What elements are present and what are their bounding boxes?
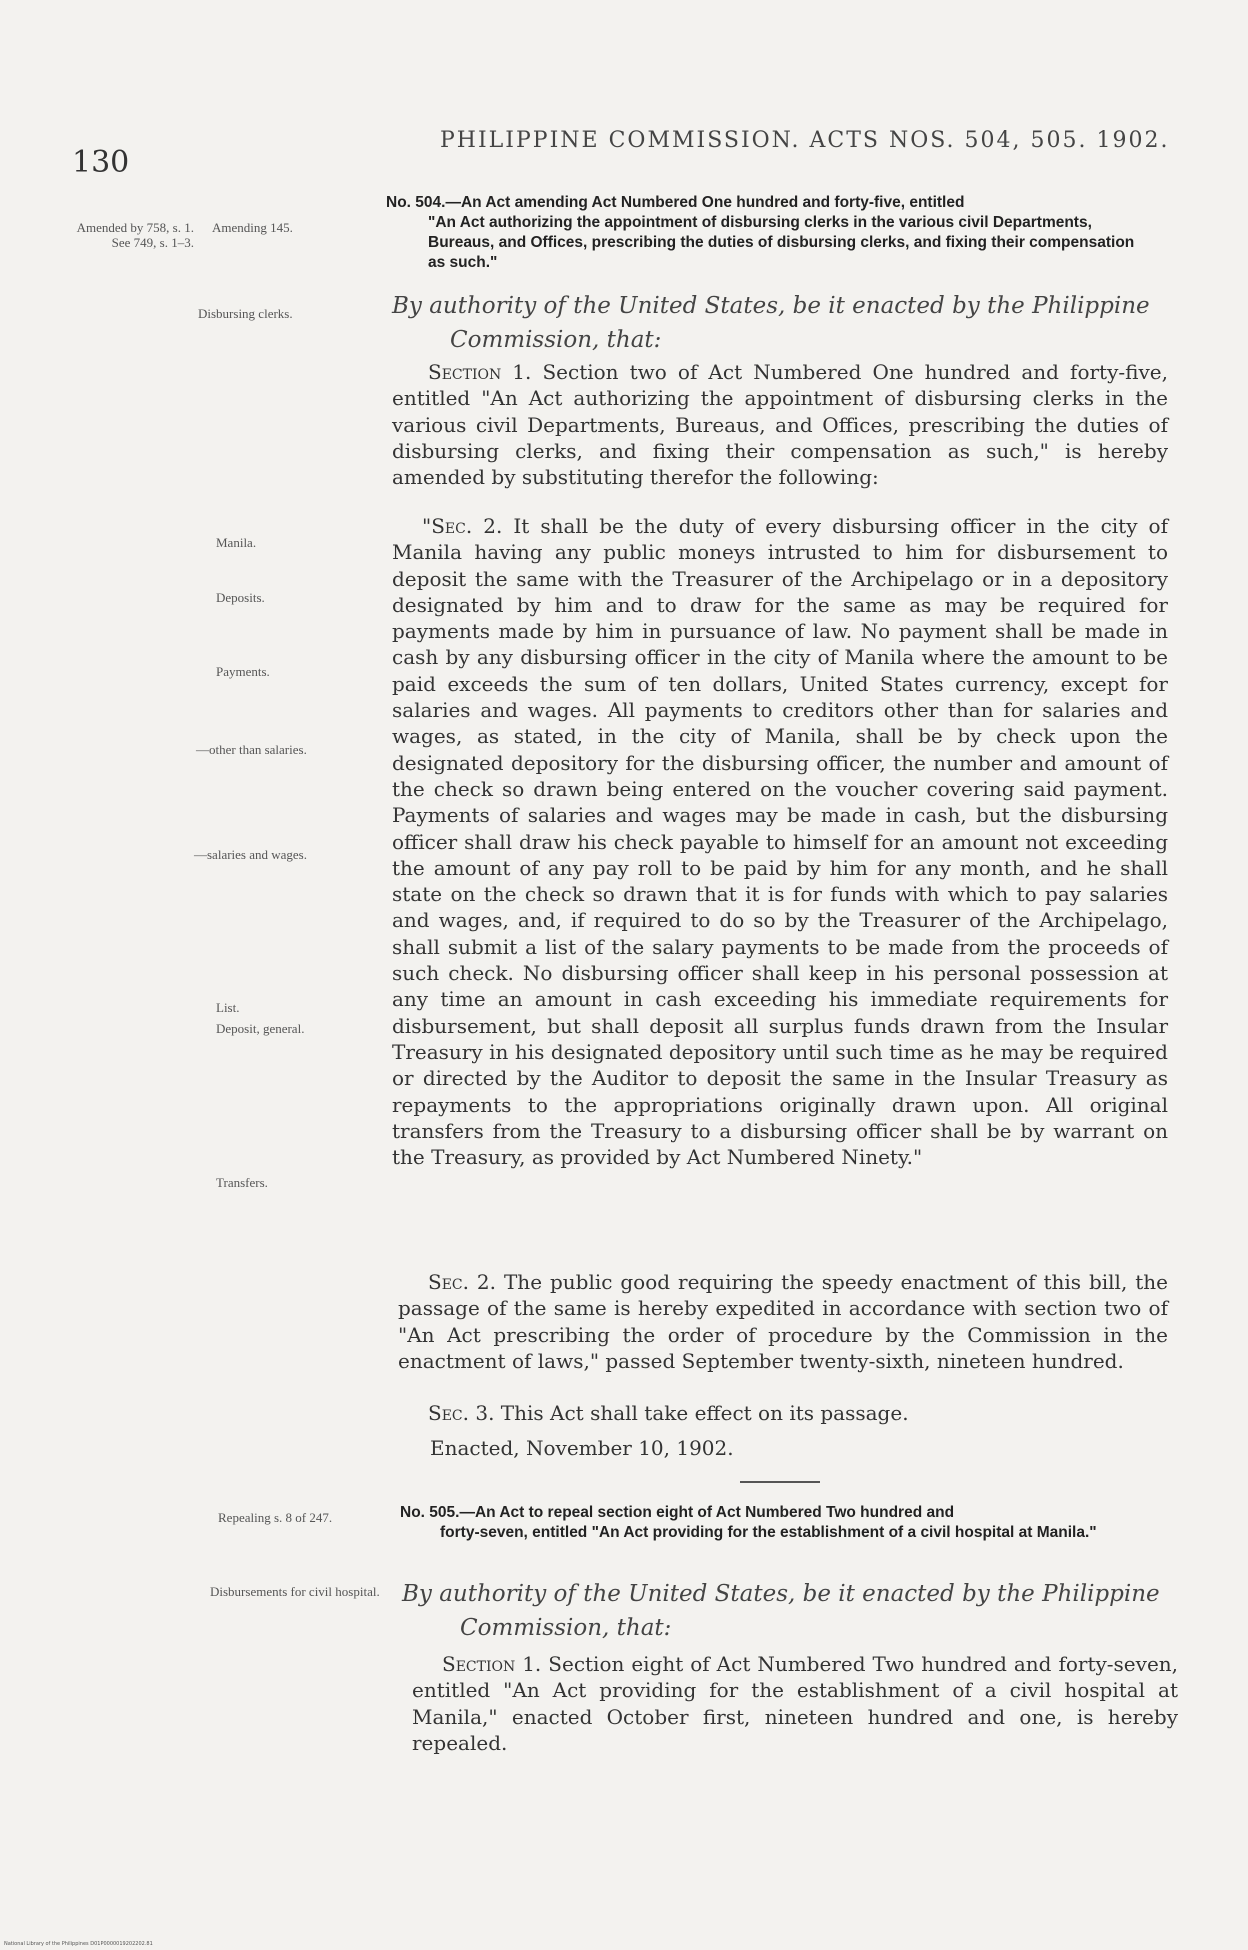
margin-note-manila: Manila. [216,535,257,550]
margin-note-transfers: Transfers. [216,1175,268,1190]
margin-note-list: List. [216,1000,240,1015]
amended-section-2-paragraph [392,513,1168,1170]
section-label: "Sec. 2. [422,514,503,538]
margin-note-deposit-general: Deposit, general. [216,1021,305,1036]
act-504-title: No. 504.—An Act amending Act Numbered One hundred and forty-five, entitled [386,194,965,211]
margin-note-deposits: Deposits. [216,590,265,605]
section-label: Sec. 2. [428,1270,497,1294]
section-text: Section two of Act Numbered One hundred and forty-five, entitled "An Act authorizing the appointment of disbursing clerks in the various civil Departments, Bureaus, and Offices, prescribing the duties of disbursing clerks, and fixing their compensation as such," is hereby amended by substituting therefor the following: [392,360,1168,490]
enacting-clause: By authority of the United States, be it enacted by the Philippine [392,293,1150,319]
section-3-paragraph [398,1400,1168,1426]
section-divider [740,1481,820,1483]
enacting-clause-continued: Commission, that: [460,1615,672,1641]
margin-note-disbursing-clerks: Disbursing clerks. [198,306,293,321]
section-label: Sec. 3. [428,1401,495,1425]
section-text: This Act shall take effect on its passage. [500,1401,909,1425]
enacting-clause-continued: Commission, that: [450,327,662,353]
act-505-title: No. 505.—An Act to repeal section eight of Act Numbered Two hundred and [400,1504,955,1521]
act-504-title-continued: "An Act authorizing the appointment of disbursing clerks in the various civil Departments, Bureaus, and Offices, prescribing the duties of disbursing clerks, and fixing their compensation as such." [428,214,1135,271]
margin-note-repealing: Repealing s. 8 of 247. [218,1510,333,1525]
margin-note-amended: Amended by 758, s. 1. See 749, s. 1–3. [76,220,194,250]
margin-note-disbursements-civil-hospital: Disbursements for civil hospital. [210,1584,380,1599]
act-505-title-continued: forty-seven, entitled "An Act providing for the establishment of a civil hospital at Manila." [440,1524,1097,1541]
enacted-date: Enacted, November 10, 1902. [430,1436,734,1460]
margin-note-payments: Payments. [216,664,270,679]
running-head: PHILIPPINE COMMISSION. ACTS NOS. 504, 505. 1902. [440,128,1170,153]
margin-note-other-than-salaries: —other than salaries. [196,742,307,757]
margin-note-salaries-and-wages: —salaries and wages. [194,847,307,862]
act-505-section-1-paragraph [412,1651,1178,1756]
section-label: Section 1. [428,360,532,384]
section-text: It shall be the duty of every disbursing officer in the city of Manila having any public moneys intrusted to him for disbursement to deposit the same with the Treasurer of the Archipelago or in a depository designated by him and to draw for the same as may be required for payments made by him in pursuance of law. No payment shall be made in cash by any disbursing officer in the city of Manila where the amount to be paid exceeds the sum of ten dollars, United States currency, except for salaries and wages. All payments to creditors other than for salaries and wages, as stated, in the city of Manila, shall be by check upon the designated depository for the disbursing officer, the number and amount of the check so drawn being entered on the voucher covering said payment. Payments of salaries and wages may be made in cash, but the disbursing officer shall draw his check payable to himself for an amount not exceeding the amount of any pay roll to be paid by him for any month, and he shall state on the check so drawn that it is for funds with which to pay salaries and wages, and, if required to do so by the Treasurer of the Archipelago, shall submit a list of the salary payments to be made from the proceeds of such check. No disbursing officer shall keep in his personal possession at any time an amount in cash exceeding his immediate requirements for disbursement, but shall deposit all surplus funds drawn from the Insular Treasury in his designated depository until such time as he may be required or directed by the Auditor to deposit the same in the Insular Treasury as repayments to the appropriations originally drawn upon. All original transfers from the Treasury to a disbursing officer shall be by warrant on the Treasury, as provided by Act Numbered Ninety." [392,514,1168,1170]
footer-credit: National Library of the Philippines D01P0000019202202.81 [4,1941,153,1947]
enacting-clause: By authority of the United States, be it enacted by the Philippine [402,1581,1160,1607]
section-text: The public good requiring the speedy enactment of this bill, the passage of the same is hereby expedited in accordance with section two of "An Act prescribing the order of procedure by the Commission in the enactment of laws," passed September twenty-sixth, nineteen hundred. [398,1270,1169,1373]
section-1-paragraph [392,359,1168,490]
section-2-paragraph [398,1269,1168,1374]
section-label: Section 1. [442,1652,542,1676]
margin-note-amending: Amending 145. [212,220,293,235]
section-text: Section eight of Act Numbered Two hundred and forty-seven, entitled "An Act providing for the establishment of a civil hospital at Manila," enacted October first, nineteen hundred and one, is hereby repealed. [412,1652,1179,1755]
page-number: 130 [72,145,130,180]
